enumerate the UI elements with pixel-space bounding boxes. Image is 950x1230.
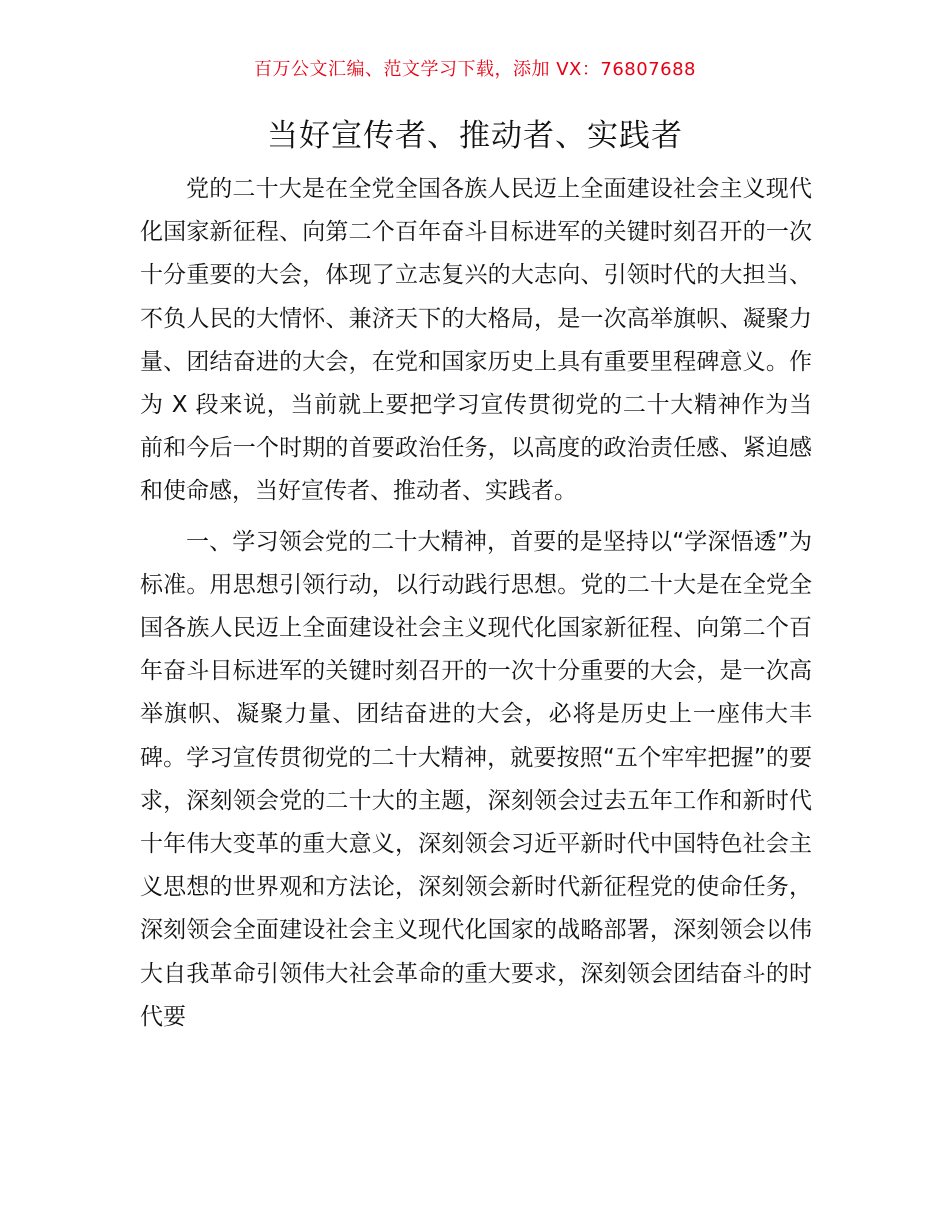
promo-banner: 百万公文汇编、范文学习下载，添加 VX：76807688 (254, 59, 696, 80)
document-title: 当好宣传者、推动者、实践者 (267, 118, 683, 154)
document-body (140, 168, 812, 1039)
paragraph-section-one: 一、学习领会党的二十大精神，首要的是坚持以“学深悟透”为标准。用思想引领行动，以行动践行思想。党的二十大是在全党全国各族人民迈上全面建设社会主义现代化国家新征程、向第二个百年奋斗目标进军的关键时刻召开的一次十分重要的大会，是一次高举旗帜、凝聚力量、团结奋进的大会，必将是历史上一座伟大丰碑。学习宣传贯彻党的二十大精神，就要按照“五个牢牢把握”的要求，深刻领会党的二十大的主题，深刻领会过去五年工作和新时代十年伟大变革的重大意义，深刻领会习近平新时代中国特色社会主义思想的世界观和方法论，深刻领会新时代新征程党的使命任务，深刻领会全面建设社会主义现代化国家的战略部署，深刻领会以伟大自我革命引领伟大社会革命的重大要求，深刻领会团结奋斗的时代要 (140, 528, 812, 1030)
paragraph-intro: 党的二十大是在全党全国各族人民迈上全面建设社会主义现代化国家新征程、向第二个百年奋斗目标进军的关键时刻召开的一次十分重要的大会，体现了立志复兴的大志向、引领时代的大担当、不负人民的大情怀、兼济天下的大格局，是一次高举旗帜、凝聚力量、团结奋进的大会，在党和国家历史上具有重要里程碑意义。作为 X 段来说，当前就上要把学习宣传贯彻党的二十大精神作为当前和今后一个时期的首要政治任务，以高度的政治责任感、紧迫感和使命感，当好宣传者、推动者、实践者。 (140, 176, 812, 505)
